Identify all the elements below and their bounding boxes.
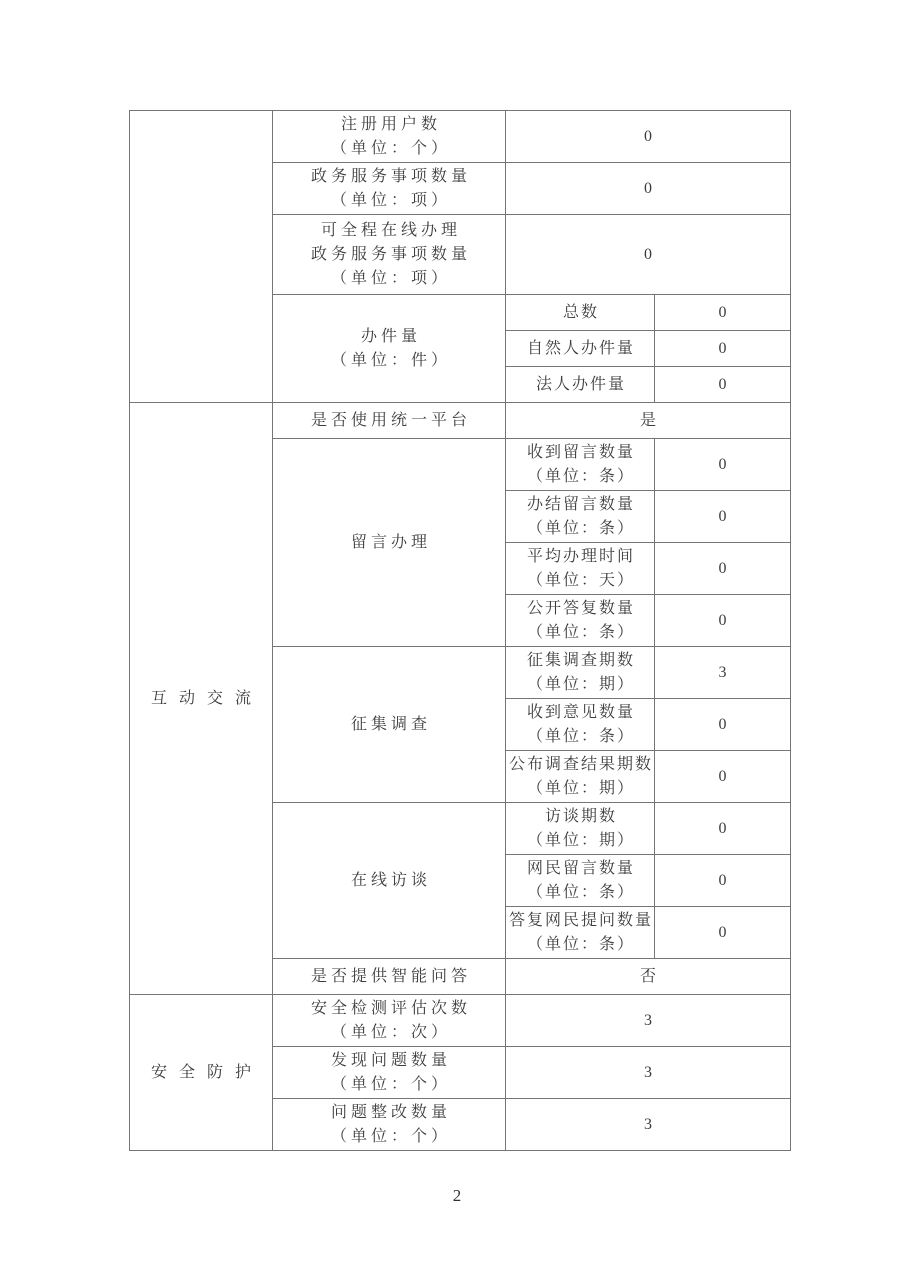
subitem-value-cell: 0 (655, 543, 791, 595)
subitem-label-cell (506, 367, 655, 403)
item-label-cell (273, 111, 506, 163)
subitem-unit: （单位：条） (526, 727, 635, 745)
item-label: 可全程在线办理 (320, 221, 461, 239)
subitem-value-cell: 0 (655, 331, 791, 367)
subitem-value-cell: 0 (655, 295, 791, 331)
subitem-label: 自然人办件量 (526, 339, 635, 357)
subitem-label: 公开答复数量 (526, 599, 635, 617)
subitem-label: 办结留言数量 (526, 495, 635, 513)
item-value-cell: 0 (506, 111, 791, 163)
subitem-label-cell (506, 295, 655, 331)
subitem-unit: （单位：条） (526, 467, 635, 485)
subitem-label-cell (506, 803, 655, 855)
subitem-label: 公布调查结果期数 (508, 755, 653, 773)
page-number: 2 (452, 1186, 462, 1205)
item-label: 是否提供智能问答 (310, 967, 471, 985)
item-label-cell (273, 215, 506, 295)
subitem-label-cell (506, 699, 655, 751)
item-unit: （单位：个） (330, 139, 451, 157)
subitem-label-cell (506, 751, 655, 803)
group-label-cell (273, 647, 506, 803)
subitem-value-cell: 0 (655, 595, 791, 647)
subitem-label-cell (506, 907, 655, 959)
group-unit: （单位：件） (330, 351, 451, 369)
item-label: 政务服务事项数量 (310, 167, 471, 185)
subitem-value-cell: 0 (655, 367, 791, 403)
item-unit: （单位：个） (330, 1075, 451, 1093)
item-value-cell: 0 (506, 163, 791, 215)
item-label: 是否使用统一平台 (310, 411, 471, 429)
item-label-cell (273, 1047, 506, 1099)
subitem-label: 收到意见数量 (526, 703, 635, 721)
subitem-label-cell (506, 595, 655, 647)
group-label: 征集调查 (350, 715, 431, 733)
annual-report-table (129, 110, 791, 1151)
subitem-value-cell: 3 (655, 647, 791, 699)
subitem-value-cell: 0 (655, 751, 791, 803)
subitem-value-cell: 0 (655, 699, 791, 751)
subitem-label: 平均办理时间 (526, 547, 635, 565)
subitem-unit: （单位：条） (526, 883, 635, 901)
subitem-label: 访谈期数 (544, 807, 617, 825)
item-unit: （单位：次） (330, 1023, 451, 1041)
table-row (130, 403, 791, 439)
item-value-cell: 是 (506, 403, 791, 439)
group-label-cell (273, 803, 506, 959)
subitem-unit: （单位：期） (526, 675, 635, 693)
item-value-cell: 3 (506, 995, 791, 1047)
item-value-cell: 3 (506, 1099, 791, 1151)
category-cell-security (130, 995, 273, 1151)
item-unit: （单位：项） (330, 269, 451, 287)
subitem-label-cell (506, 543, 655, 595)
group-label-cell (273, 439, 506, 647)
item-label: 安全检测评估次数 (310, 999, 471, 1017)
group-label: 留言办理 (350, 533, 431, 551)
subitem-label: 总数 (562, 303, 599, 321)
subitem-unit: （单位：期） (526, 831, 635, 849)
subitem-label: 网民留言数量 (526, 859, 635, 877)
group-label: 办件量 (360, 327, 421, 345)
subitem-label: 征集调查期数 (526, 651, 635, 669)
subitem-value-cell: 0 (655, 439, 791, 491)
item-value-cell: 3 (506, 1047, 791, 1099)
group-label-cell (273, 295, 506, 403)
table-row (130, 995, 791, 1047)
table-row (130, 111, 791, 163)
category-label: 互动交流 (150, 689, 263, 707)
item-unit: （单位：个） (330, 1127, 451, 1145)
subitem-unit: （单位：天） (526, 571, 635, 589)
item-label-cell (273, 995, 506, 1047)
item-label: 注册用户数 (340, 115, 441, 133)
category-cell-interaction (130, 403, 273, 995)
item-value-cell: 否 (506, 959, 791, 995)
subitem-label-cell (506, 647, 655, 699)
subitem-unit: （单位：条） (526, 623, 635, 641)
item-label: 政务服务事项数量 (310, 245, 471, 263)
subitem-unit: （单位：条） (526, 519, 635, 537)
subitem-value-cell: 0 (655, 907, 791, 959)
item-value-cell: 0 (506, 215, 791, 295)
subitem-value-cell: 0 (655, 803, 791, 855)
subitem-label-cell (506, 491, 655, 543)
subitem-value-cell: 0 (655, 491, 791, 543)
category-cell-blank (130, 111, 273, 403)
subitem-label: 答复网民提问数量 (508, 911, 653, 929)
item-label: 问题整改数量 (330, 1103, 451, 1121)
subitem-value-cell: 0 (655, 855, 791, 907)
item-label-cell (273, 1099, 506, 1151)
item-label: 发现问题数量 (330, 1051, 451, 1069)
group-label: 在线访谈 (350, 871, 431, 889)
subitem-label-cell (506, 855, 655, 907)
subitem-unit: （单位：期） (526, 779, 635, 797)
item-label-cell (273, 959, 506, 995)
item-label-cell (273, 403, 506, 439)
subitem-label-cell (506, 331, 655, 367)
subitem-label: 法人办件量 (535, 375, 626, 393)
subitem-label: 收到留言数量 (526, 443, 635, 461)
item-label-cell (273, 163, 506, 215)
item-unit: （单位：项） (330, 191, 451, 209)
category-label: 安全防护 (150, 1063, 263, 1081)
subitem-unit: （单位：条） (526, 935, 635, 953)
subitem-label-cell (506, 439, 655, 491)
